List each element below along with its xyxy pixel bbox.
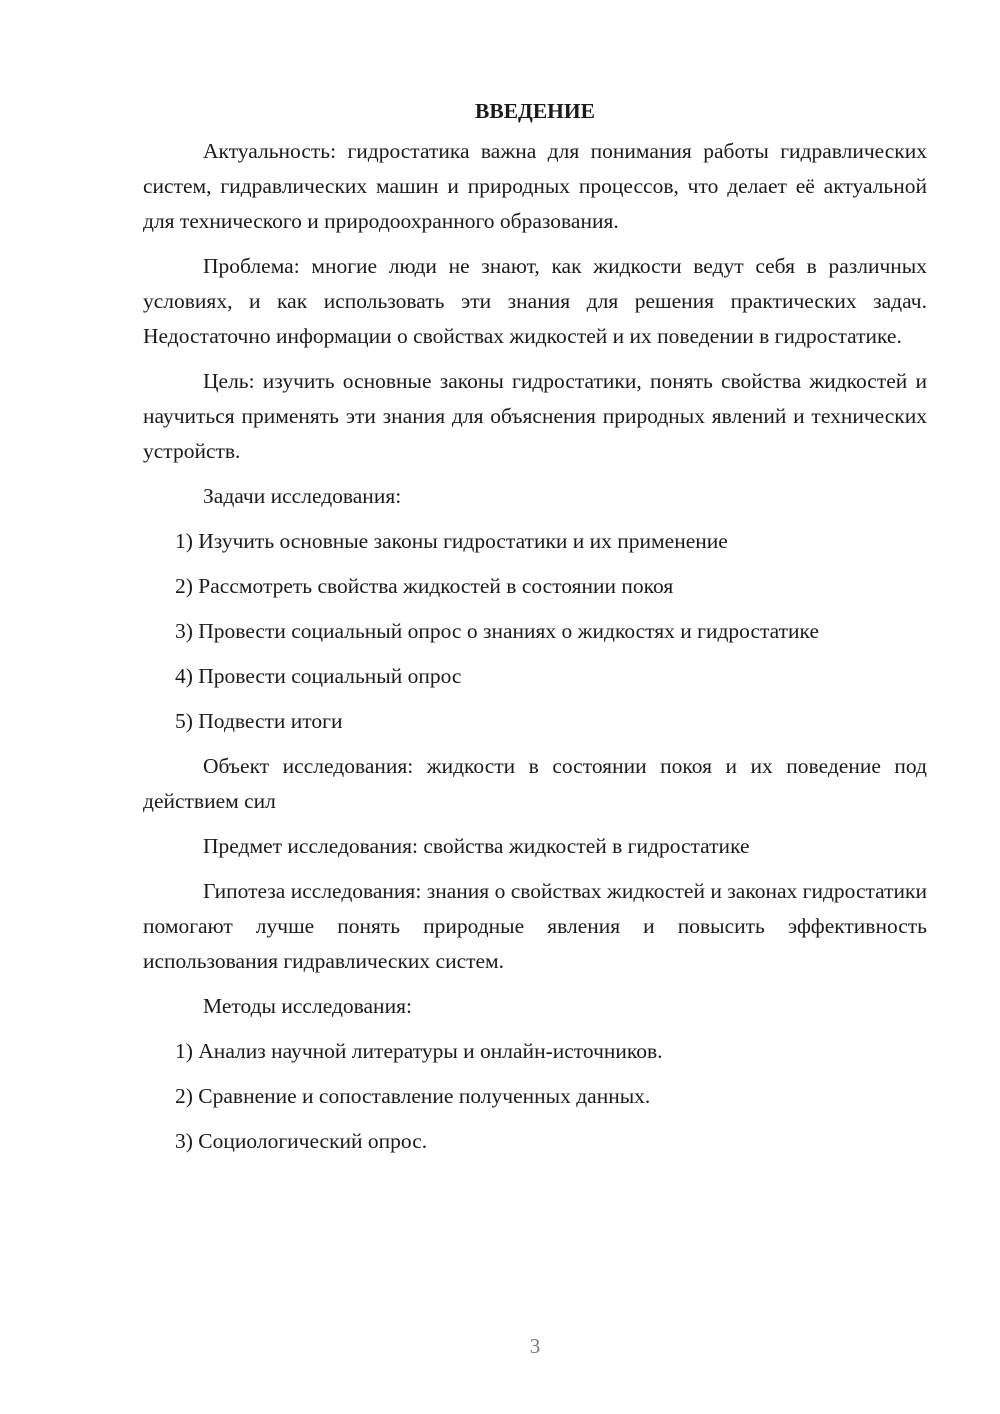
subject-paragraph: Предмет исследования: свойства жидкостей в гидростатике bbox=[203, 834, 750, 858]
object-paragraph: Объект исследования: жидкости в состоянии покоя и их поведение под действием сил bbox=[143, 754, 927, 813]
page-content bbox=[143, 96, 927, 1169]
hypothesis-paragraph: Гипотеза исследования: знания о свойствах жидкостей и законах гидростатики помогают лучше понять природные явления и повысить эффективность использования гидравлических систем. bbox=[143, 879, 927, 973]
method-item: 3) Социологический опрос. bbox=[175, 1129, 428, 1153]
task-item: 3) Провести социальный опрос о знаниях о жидкостях и гидростатике bbox=[175, 619, 819, 643]
page-number: 3 bbox=[529, 1334, 541, 1358]
task-item: 5) Подвести итоги bbox=[175, 709, 343, 733]
task-item: 1) Изучить основные законы гидростатики и их применение bbox=[175, 529, 728, 553]
tasks-heading: Задачи исследования: bbox=[203, 484, 402, 508]
task-item: 4) Провести социальный опрос bbox=[175, 664, 462, 688]
methods-heading: Методы исследования: bbox=[203, 994, 412, 1018]
problem-paragraph: Проблема: многие люди не знают, как жидкости ведут себя в различных условиях, и как использовать эти знания для решения практических задач. Недостаточно информации о свойствах жидкостей и их поведении в гидростатике. bbox=[143, 254, 927, 348]
section-title: ВВЕДЕНИЕ bbox=[475, 99, 595, 123]
method-item: 2) Сравнение и сопоставление полученных данных. bbox=[175, 1084, 651, 1108]
goal-paragraph: Цель: изучить основные законы гидростатики, понять свойства жидкостей и научиться применять эти знания для объяснения природных явлений и технических устройств. bbox=[143, 369, 927, 463]
task-item: 2) Рассмотреть свойства жидкостей в состоянии покоя bbox=[175, 574, 674, 598]
relevance-paragraph: Актуальность: гидростатика важна для понимания работы гидравлических систем, гидравлических машин и природных процессов, что делает её актуальной для технического и природоохранного образования. bbox=[143, 139, 927, 233]
method-item: 1) Анализ научной литературы и онлайн-источников. bbox=[175, 1039, 663, 1063]
